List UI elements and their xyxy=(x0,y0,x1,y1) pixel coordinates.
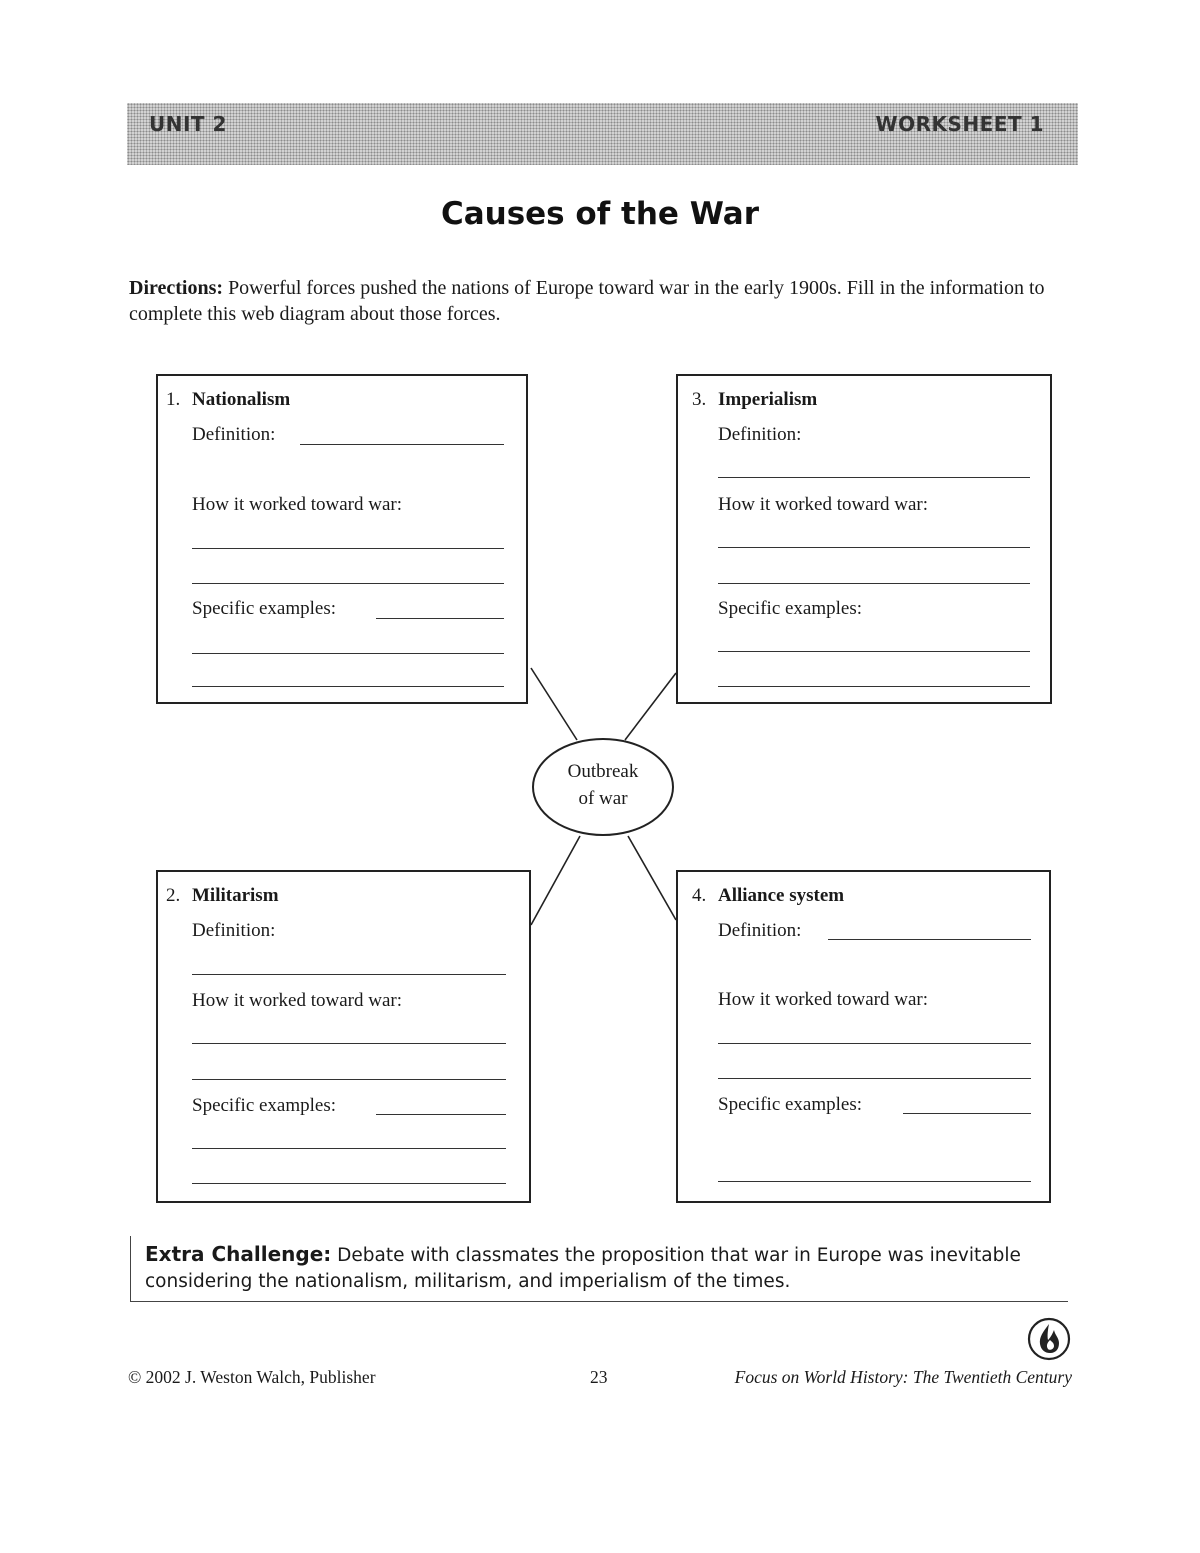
how-answer-line-1[interactable] xyxy=(192,1043,506,1044)
box-number: 1. xyxy=(166,389,181,410)
box-heading xyxy=(692,389,817,411)
outbreak-line1: Outbreak xyxy=(567,761,639,782)
how-label: How it worked toward war: xyxy=(192,494,403,515)
box-name: Militarism xyxy=(192,885,279,906)
how-label: How it worked toward war: xyxy=(718,989,929,1010)
definition-answer-line[interactable] xyxy=(828,939,1031,940)
examples-answer-line-1[interactable] xyxy=(376,1114,506,1115)
page-title: Causes of the War xyxy=(440,196,760,232)
flame-logo-icon xyxy=(1026,1316,1072,1362)
extra-challenge xyxy=(130,1236,1068,1302)
examples-answer-line-3[interactable] xyxy=(192,1183,506,1184)
footer-book-title: Focus on World History: The Twentieth Century xyxy=(734,1367,1072,1387)
box-heading xyxy=(166,389,290,411)
examples-answer-line-2[interactable] xyxy=(718,686,1030,687)
box-heading xyxy=(166,885,279,907)
connector-imperialism xyxy=(625,673,676,740)
definition-label: Definition: xyxy=(192,920,276,941)
definition-label: Definition: xyxy=(192,424,276,445)
worksheet-label: WORKSHEET 1 xyxy=(875,112,1044,136)
footer-page-number: 23 xyxy=(590,1367,608,1387)
outbreak-line2: of war xyxy=(578,788,628,809)
examples-answer-line-1[interactable] xyxy=(903,1113,1031,1114)
how-label: How it worked toward war: xyxy=(718,494,929,515)
examples-answer-line-3[interactable] xyxy=(192,686,504,687)
definition-answer-line[interactable] xyxy=(192,974,506,975)
how-answer-line-1[interactable] xyxy=(718,1043,1031,1044)
examples-label: Specific examples: xyxy=(718,1094,863,1115)
extra-challenge-body: Debate with classmates the proposition that war in Europe was inevitable considering the nationalism, militarism, and imperialism of the times. xyxy=(145,1245,1021,1292)
definition-answer-line[interactable] xyxy=(718,477,1030,478)
how-answer-line-1[interactable] xyxy=(718,547,1030,548)
how-answer-line-2[interactable] xyxy=(718,1078,1031,1079)
box-number: 3. xyxy=(692,389,707,410)
examples-answer-line-2[interactable] xyxy=(192,653,504,654)
connector-militarism xyxy=(531,836,580,925)
box-number: 2. xyxy=(166,885,181,906)
box-militarism xyxy=(156,870,531,1203)
examples-label: Specific examples: xyxy=(718,598,863,619)
examples-label: Specific examples: xyxy=(192,1095,337,1116)
box-imperialism xyxy=(676,374,1052,704)
examples-label: Specific examples: xyxy=(192,598,337,619)
examples-answer-line-2[interactable] xyxy=(192,1148,506,1149)
how-answer-line-2[interactable] xyxy=(718,583,1030,584)
examples-answer-line-1[interactable] xyxy=(376,618,504,619)
examples-answer-line-2[interactable] xyxy=(718,1181,1031,1182)
directions-text: Powerful forces pushed the nations of Europe toward war in the early 1900s. Fill in the information to complete this web diagram about those forces. xyxy=(129,277,1045,325)
box-alliance-system xyxy=(676,870,1051,1203)
box-heading xyxy=(692,885,844,907)
extra-challenge-lead: Extra Challenge: xyxy=(145,1242,332,1266)
outbreak-label xyxy=(533,758,673,812)
examples-answer-line-1[interactable] xyxy=(718,651,1030,652)
box-nationalism xyxy=(156,374,528,704)
unit-label: UNIT 2 xyxy=(149,112,227,136)
definition-label: Definition: xyxy=(718,920,802,941)
how-answer-line-1[interactable] xyxy=(192,548,504,549)
connector-nationalism xyxy=(531,668,577,740)
how-answer-line-2[interactable] xyxy=(192,583,504,584)
extra-challenge-text xyxy=(145,1241,1060,1295)
definition-answer-line[interactable] xyxy=(300,444,504,445)
box-name: Nationalism xyxy=(192,389,291,410)
box-name: Alliance system xyxy=(718,885,845,906)
directions-lead: Directions: xyxy=(129,277,224,299)
connector-alliance xyxy=(628,836,676,920)
box-name: Imperialism xyxy=(718,389,818,410)
how-label: How it worked toward war: xyxy=(192,990,403,1011)
how-answer-line-2[interactable] xyxy=(192,1079,506,1080)
box-number: 4. xyxy=(692,885,707,906)
footer-copyright: © 2002 J. Weston Walch, Publisher xyxy=(128,1367,376,1387)
definition-label: Definition: xyxy=(718,424,802,445)
